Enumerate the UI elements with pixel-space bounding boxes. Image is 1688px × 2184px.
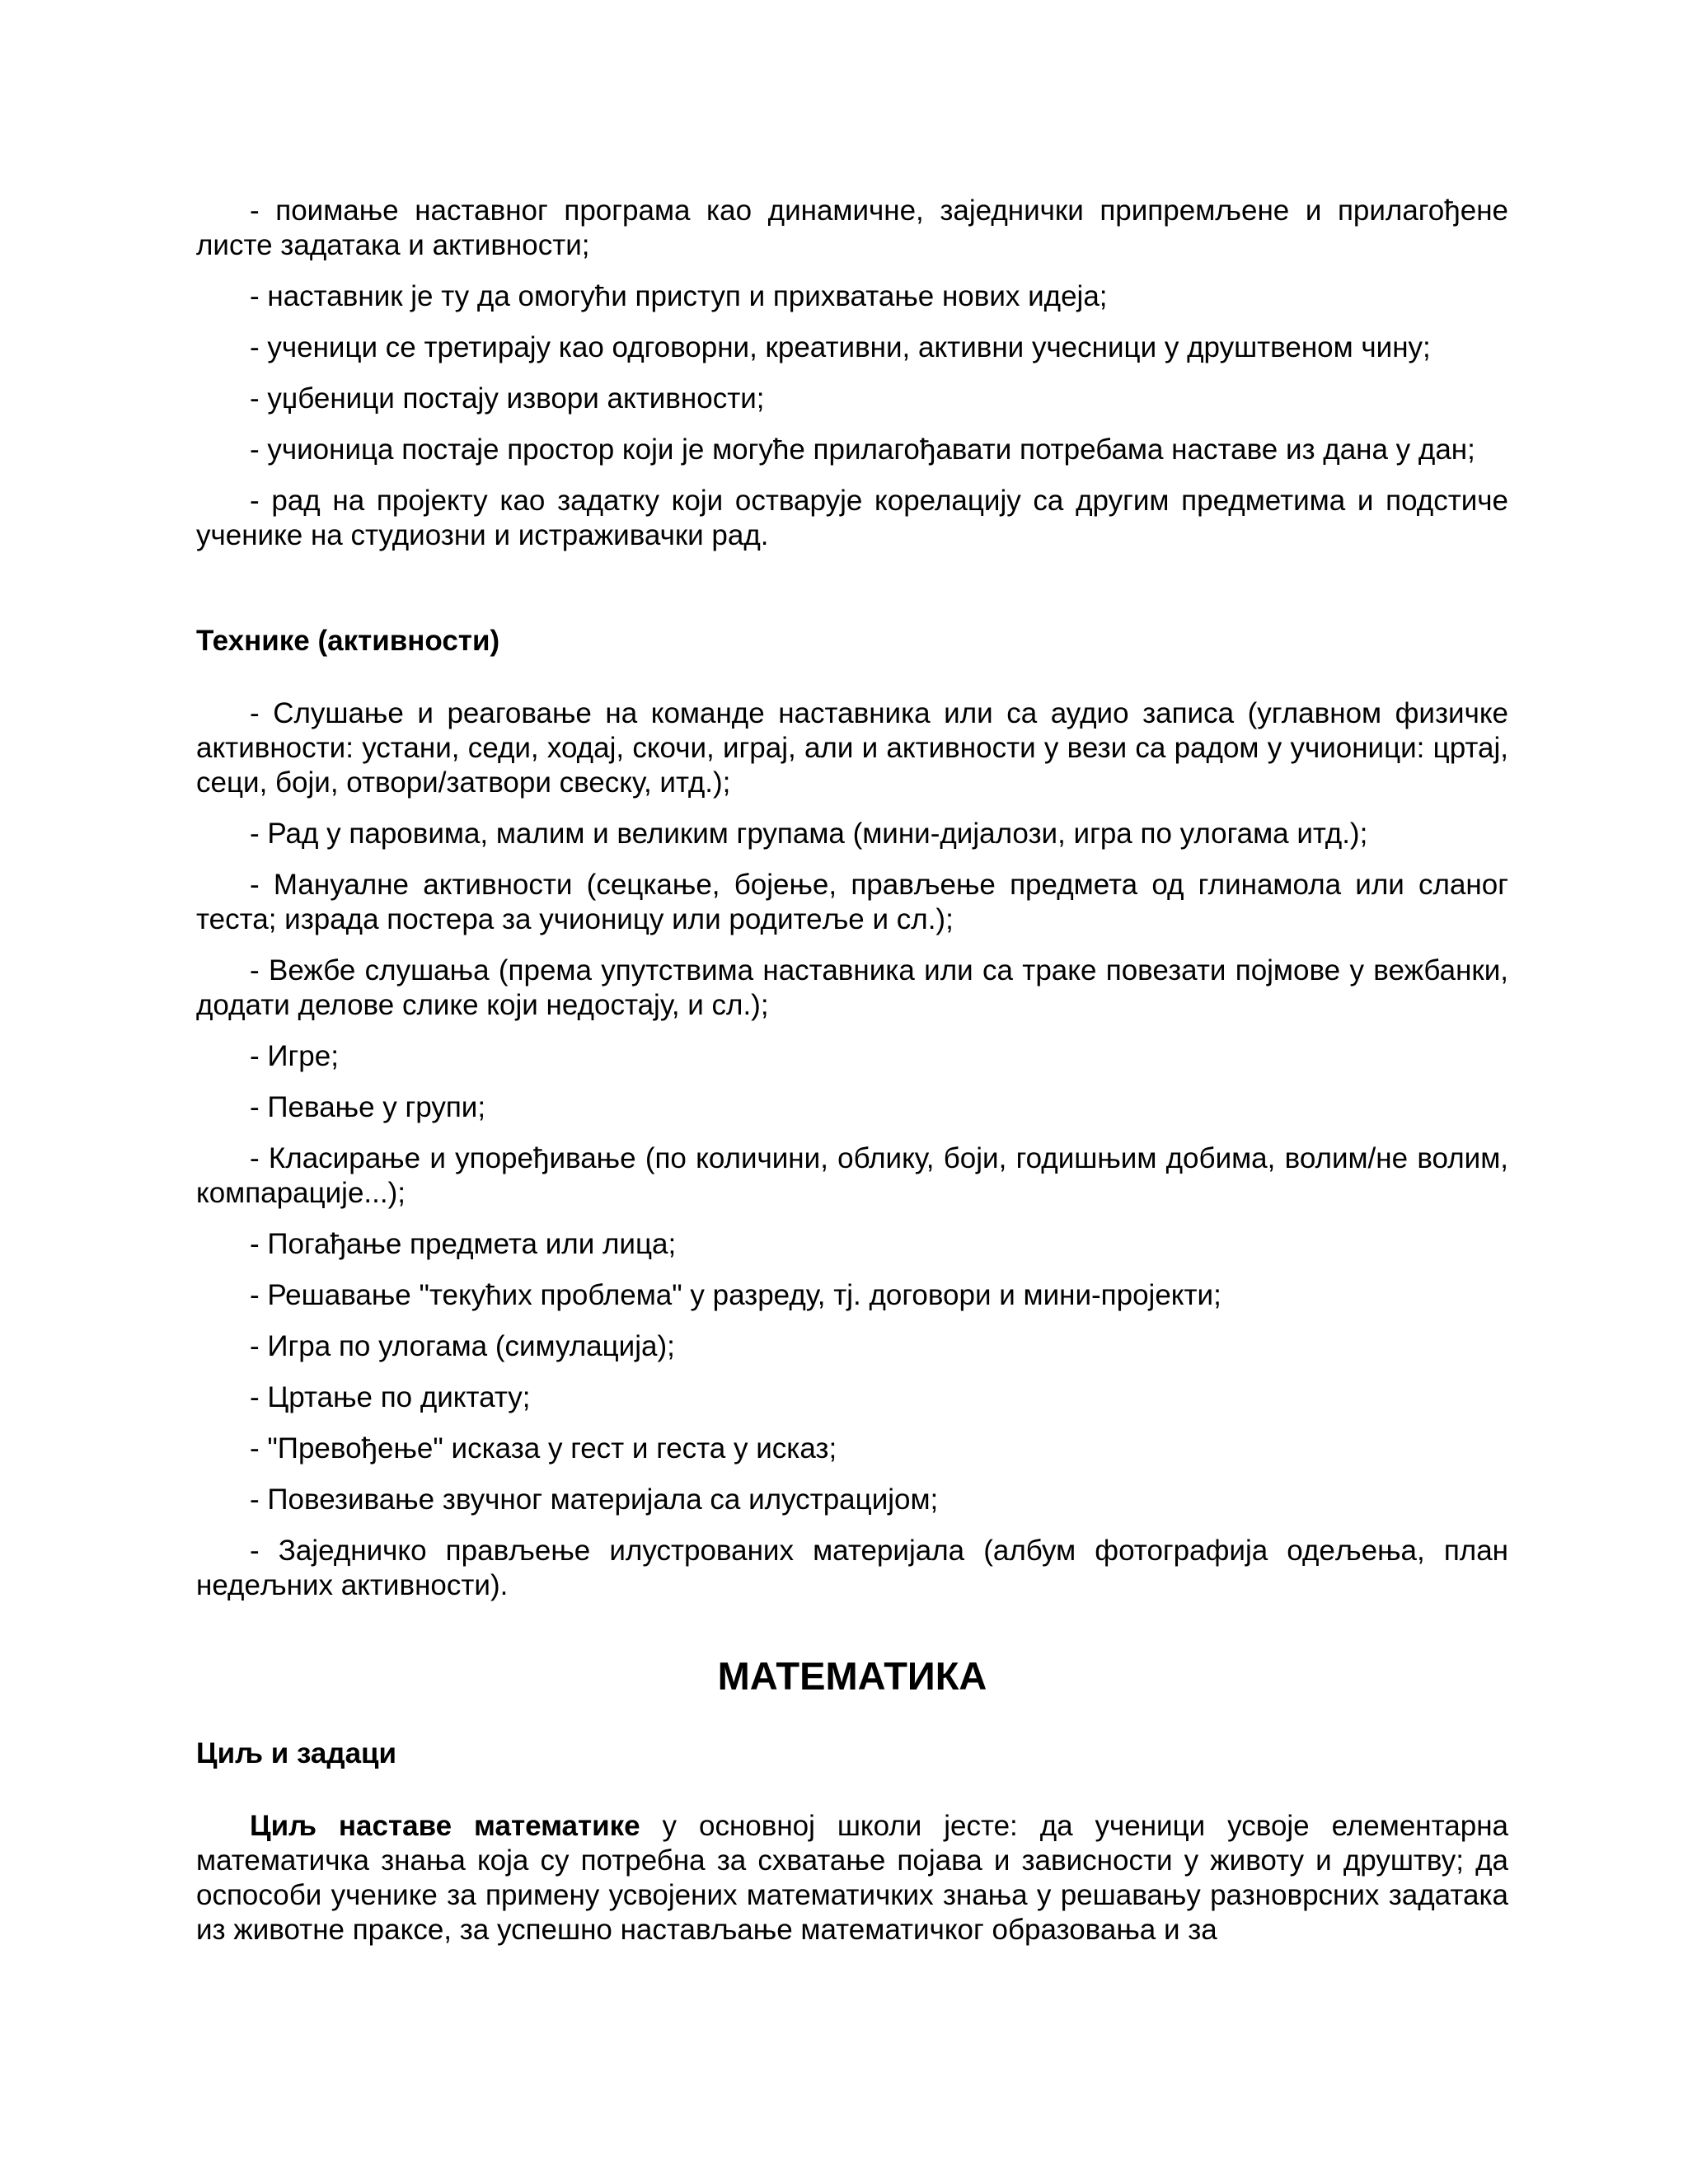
math-subsection bbox=[196, 1736, 1508, 1771]
list-item: - Певање у групи; bbox=[250, 1091, 486, 1123]
list-item: - Игра по улогама (симулација); bbox=[250, 1330, 675, 1362]
section-title-math: МАТЕМАТИКА bbox=[717, 1654, 987, 1698]
list-item: - Заједничко прављење илустрованих материјала (албум фотографија одељења, план недељних активности). bbox=[196, 1535, 1508, 1601]
math-goal bbox=[196, 1809, 1508, 1947]
list-item: - рад на пројекту као задатку који остварује корелацију са другим предметима и подстиче ученике на студиозни и истраживачки рад. bbox=[196, 485, 1508, 551]
goal-paragraph bbox=[196, 1809, 1508, 1947]
list-item: - Слушање и реаговање на команде наставника или са аудио записа (углавном физичке активности: устани, седи, ходај, скочи, играј, али и активности у вези са радом у учионици: цртај, сеци, боји, отвори/затвори свеску, итд.); bbox=[196, 697, 1508, 799]
list-item: - учионица постаје простор који је могуће прилагођавати потребама наставе из дана у дан; bbox=[250, 434, 1475, 466]
list-item: - "Превођење" исказа у гест и геста у исказ; bbox=[250, 1432, 837, 1465]
techniques-section bbox=[196, 624, 1508, 658]
list-item: - Игре; bbox=[250, 1040, 339, 1072]
list-item: - ученици се третирају као одговорни, креативни, активни учесници у друштвеном чину; bbox=[250, 331, 1431, 363]
math-section bbox=[196, 1653, 1508, 1699]
list-item: - поимање наставног програма као динамичне, заједнички припремљене и прилагођене листе задатака и активности; bbox=[196, 194, 1508, 261]
list-item: - уџбеници постају извори активности; bbox=[250, 382, 765, 415]
list-item: - Решавање "текућих проблема" у разреду, тј. договори и мини-пројекти; bbox=[250, 1279, 1221, 1311]
goal-lead: Циљ наставе математике bbox=[250, 1810, 640, 1842]
list-item: - Повезивање звучног материјала са илустрацијом; bbox=[250, 1483, 939, 1516]
list-item: - наставник је ту да омогући приступ и прихватање нових идеја; bbox=[250, 280, 1108, 312]
list-item: - Вежбе слушања (према упутствима наставника или са траке повезати појмове у вежбанки, додати делове слике који недостају, и сл.); bbox=[196, 954, 1508, 1021]
techniques-list bbox=[196, 696, 1508, 1603]
list-top bbox=[196, 194, 1508, 553]
subheading-goals: Циљ и задаци bbox=[196, 1737, 397, 1769]
list-item: - Класирање и упоређивање (по количини, облику, боји, годишњим добима, волим/не волим, компарације...); bbox=[196, 1142, 1508, 1209]
list-item: - Мануалне активности (сецкање, бојење, прављење предмета од глинамола или сланог теста; израда постера за учионицу или родитеље и сл.); bbox=[196, 869, 1508, 935]
goal-text: у основној школи јесте: да ученици усвоје елементарна математичка знања која су потребна за схватање појава и зависности у животу и друштву; да оспособи ученике за примену усвојених математичких знања у решавању разноврсних задатака из животне праксе, за успешно настављање математичког образовања и за bbox=[196, 1810, 1508, 1946]
list-item: - Цртање по диктату; bbox=[250, 1381, 531, 1413]
list-item: - Погађање предмета или лица; bbox=[250, 1228, 677, 1260]
section-heading-techniques: Технике (активности) bbox=[196, 625, 500, 657]
list-item: - Рад у паровима, малим и великим групама (мини-дијалози, игра по улогама итд.); bbox=[250, 818, 1368, 850]
